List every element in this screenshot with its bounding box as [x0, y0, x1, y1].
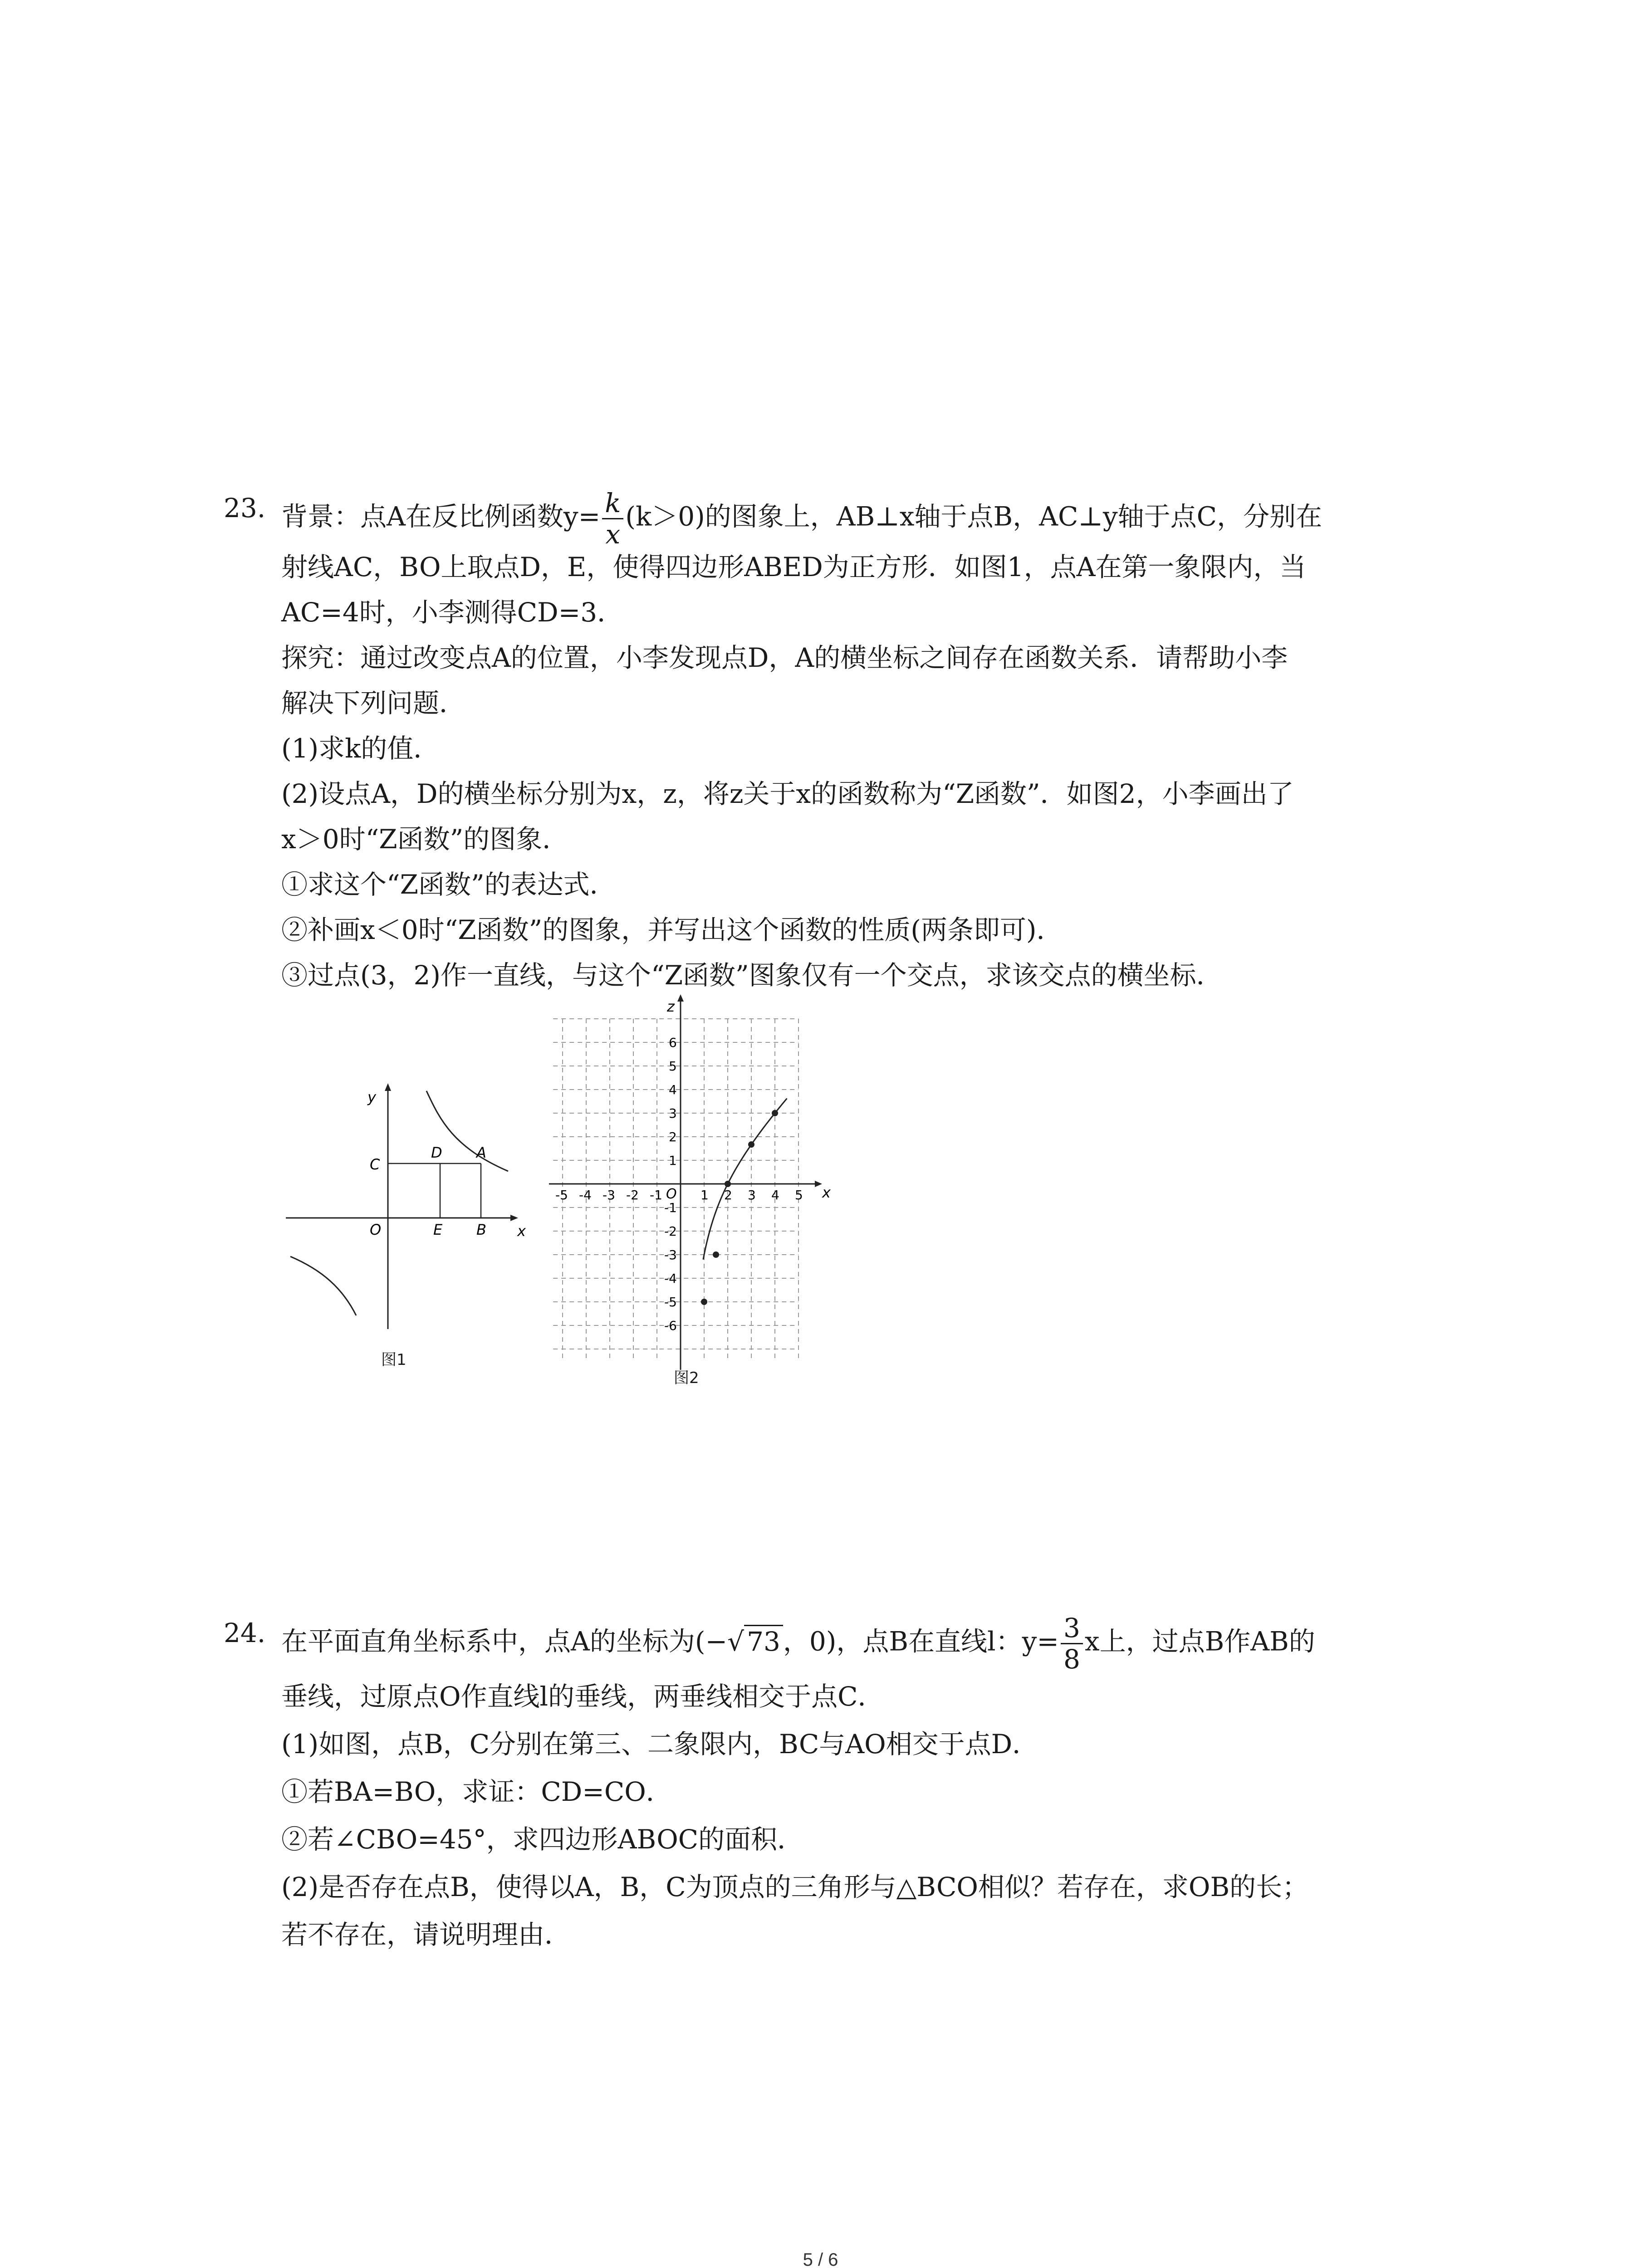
fraction-numerator: k: [602, 490, 623, 519]
q24-line-5: ②若∠CBO=45°，求四边形ABOC的面积．: [281, 1824, 804, 1855]
y-tick-label: -1: [664, 1200, 677, 1215]
page-number: 5 / 6: [803, 2250, 838, 2268]
q23-line-5: 解决下列问题．: [281, 688, 466, 719]
q24-line-4: ①若BA=BO，求证：CD=CO．: [281, 1776, 672, 1807]
axis-z-label: z: [667, 998, 675, 1015]
x-tick-label: -5: [555, 1188, 568, 1202]
q24-line-2: 垂线，过原点O作直线l的垂线，两垂线相交于点C．: [281, 1681, 884, 1712]
y-tick-label: -2: [664, 1224, 677, 1239]
x-tick-label: -1: [650, 1188, 662, 1202]
y-tick-label: -4: [664, 1271, 677, 1286]
origin-label: O: [666, 1186, 677, 1202]
figure-2-caption: 图2: [674, 1369, 699, 1387]
q23-line-9: ①求这个“Z函数”的表达式．: [281, 869, 616, 900]
curve-point: [772, 1110, 778, 1116]
y-tick-label: 6: [669, 1035, 677, 1050]
x-tick-label: -4: [579, 1188, 592, 1202]
axis-x-label: x: [822, 1184, 831, 1201]
fraction-denominator: 8: [1063, 1644, 1080, 1675]
q23-text: 背景：点A在反比例函数y=: [281, 501, 601, 532]
label-C: C: [370, 1156, 380, 1173]
fraction-numerator: 3: [1061, 1615, 1083, 1644]
figure-1-diagram: [281, 1070, 535, 1388]
y-tick-label: 5: [669, 1059, 677, 1074]
x-tick-label: 4: [771, 1188, 779, 1202]
label-O: O: [370, 1221, 382, 1238]
q24-text: 在平面直角坐标系中，点A的坐标为(−: [281, 1626, 728, 1657]
q23-text: (k＞0)的图象上，AB⊥x轴于点B，AC⊥y轴于点C，分别在: [625, 501, 1323, 532]
x-tick-label: -2: [626, 1188, 639, 1202]
y-tick-label: 3: [669, 1106, 677, 1121]
y-tick-label: -5: [664, 1295, 677, 1310]
q24-line-6: (2)是否存在点B，使得以A，B，C为顶点的三角形与△BCO相似？若存在，求OB的长；: [281, 1872, 1309, 1902]
figure-1: [281, 1070, 535, 1388]
curve-point: [701, 1299, 707, 1305]
q24-text: x上，过点B作AB的: [1084, 1626, 1315, 1657]
q23-line-8: x＞0时“Z函数”的图象．: [281, 824, 569, 855]
q23-line-10: ②补画x＜0时“Z函数”的图象，并写出这个函数的性质(两条即可)．: [281, 914, 1063, 945]
label-y: y: [367, 1089, 376, 1106]
label-B: B: [476, 1221, 486, 1238]
y-tick-label: -6: [664, 1318, 677, 1333]
label-A: A: [476, 1144, 486, 1161]
y-tick-label: 4: [669, 1082, 677, 1097]
q23-line-4: 探究：通过改变点A的位置，小李发现点D，A的横坐标之间存在函数关系．请帮助小李: [281, 642, 1288, 673]
y-tick-label: -3: [664, 1247, 677, 1262]
q23-line-2: 射线AC，BO上取点D，E，使得四边形ABED为正方形．如图1，点A在第一象限内，当: [281, 552, 1306, 582]
x-tick-label: 5: [795, 1188, 803, 1202]
y-tick-label: 1: [669, 1153, 677, 1168]
sqrt-expression: [727, 1623, 783, 1660]
q23-line-6: (1)求k的值．: [281, 733, 440, 764]
z-function-curve: [703, 1099, 787, 1260]
x-tick-label: 2: [724, 1188, 732, 1202]
fraction-denominator: x: [605, 519, 621, 550]
x-tick-label: -3: [603, 1188, 615, 1202]
fraction: [1061, 1613, 1083, 1675]
q24-line-3: (1)如图，点B，C分别在第三、二象限内，BC与AO相交于点D．: [281, 1729, 1039, 1760]
q23-line-11: ③过点(3，2)作一直线，与这个“Z函数”图象仅有一个交点，求该交点的横坐标．: [281, 960, 1223, 991]
sqrt-sign: √: [727, 1626, 745, 1657]
q23-line-3: AC=4时，小李测得CD=3．: [281, 597, 624, 628]
label-x: x: [517, 1222, 526, 1240]
curve-point: [748, 1141, 754, 1148]
curve-point: [725, 1181, 731, 1187]
question-number: 23.: [224, 493, 266, 523]
figure-2-chart: [544, 993, 853, 1370]
label-D: D: [431, 1144, 442, 1161]
x-tick-label: 1: [700, 1188, 709, 1202]
q23-line-1: [281, 488, 1323, 550]
q23-line-7: (2)设点A，D的横坐标分别为x，z，将z关于x的函数称为“Z函数”．如图2，小李画出了: [281, 778, 1294, 809]
y-tick-label: 2: [669, 1129, 677, 1144]
sqrt-radicand: 73: [744, 1625, 783, 1657]
x-tick-label: 3: [748, 1188, 756, 1202]
q24-line-1: [281, 1613, 1315, 1675]
fraction: [602, 488, 623, 550]
label-E: E: [433, 1221, 443, 1238]
figure-2: [544, 993, 853, 1388]
figure-1-caption: 图1: [381, 1351, 407, 1369]
q24-line-7: 若不存在，请说明理由．: [281, 1919, 571, 1950]
q24-text: ，0)，点B在直线l：y=: [783, 1626, 1059, 1657]
curve-point: [713, 1251, 719, 1258]
question-number: 24.: [224, 1618, 266, 1648]
